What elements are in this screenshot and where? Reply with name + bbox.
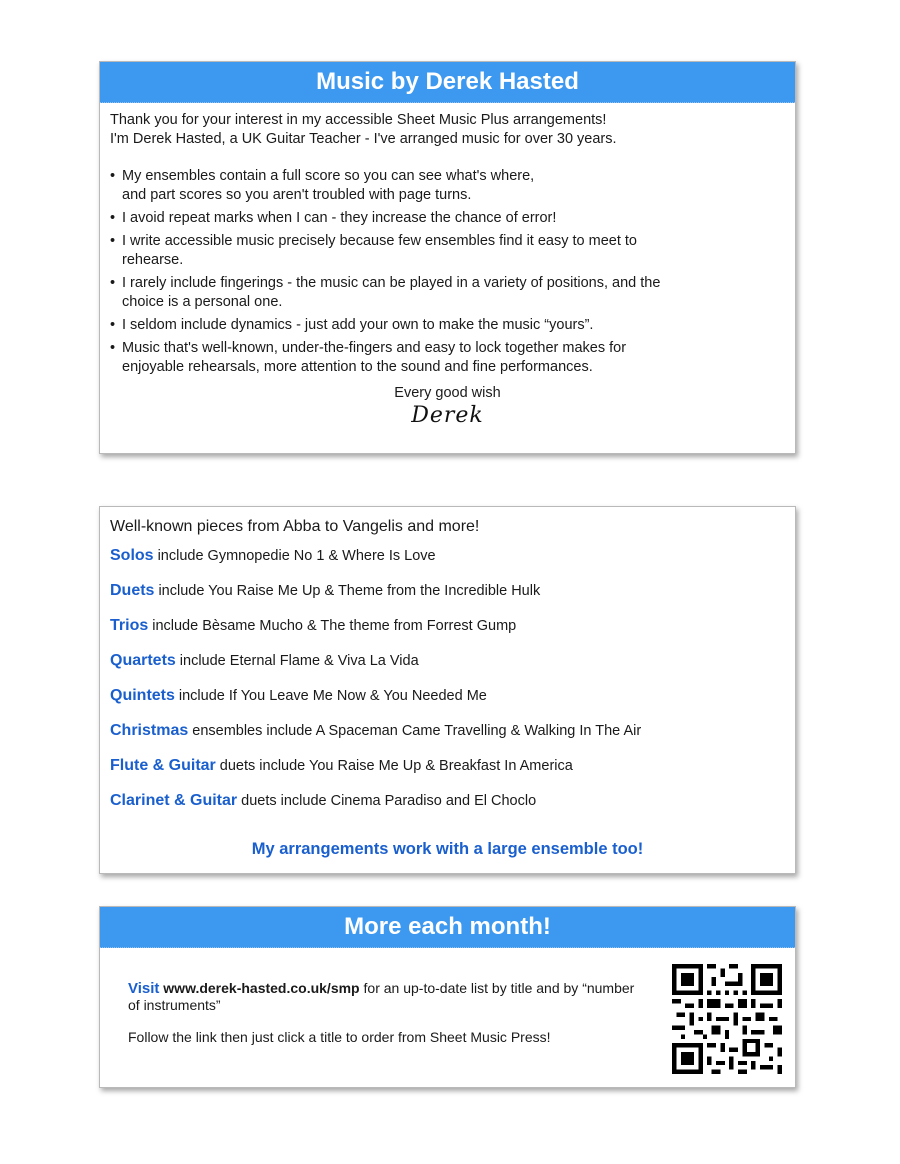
piece-text: include You Raise Me Up & Theme from the Incredible Hulk [158, 583, 541, 599]
list-item-line: rehearse. [122, 252, 184, 268]
piece-text: ensembles include A Spaceman Came Travelling & Walking In The Air [192, 723, 642, 739]
piece-item-solos [110, 548, 785, 583]
visit-rest: for an up-to-date list by title and by “number of instruments” [128, 980, 635, 1013]
pieces-list [100, 548, 795, 828]
piece-text: include If You Leave Me Now & You Needed Me [178, 688, 487, 704]
piece-keyword: Duets [110, 582, 155, 599]
intro-line: I'm Derek Hasted, a UK Guitar Teacher - I've arranged music for over 30 years. [110, 131, 617, 147]
piece-keyword: Clarinet & Guitar [110, 792, 238, 809]
signature: Derek [411, 403, 484, 428]
intro-line: Thank you for your interest in my accessible Sheet Music Plus arrangements! [110, 112, 607, 128]
piece-keyword: Quintets [110, 687, 175, 704]
list-item-line: • Music that's well-known, under-the-fingers and easy to lock together makes for [122, 340, 627, 356]
list-item [110, 316, 785, 335]
list-item [110, 274, 785, 312]
piece-keyword: Flute & Guitar [110, 757, 216, 774]
piece-text: duets include Cinema Paradiso and El Choclo [241, 793, 537, 809]
piece-text: include Eternal Flame & Viva La Vida [179, 653, 419, 669]
ensemble-callout: My arrangements work with a large ensemble too! [251, 840, 644, 858]
list-item-line: choice is a personal one. [122, 294, 283, 310]
pieces-panel [99, 506, 796, 874]
list-item-line: enjoyable rehearsals, more attention to the sound and fine performances. [122, 359, 593, 375]
visit-line [128, 980, 648, 1013]
qr-code-icon[interactable] [672, 964, 782, 1074]
list-item-line: and part scores so you aren't troubled with page turns. [122, 187, 472, 203]
list-item-line: • My ensembles contain a full score so you can see what's where, [122, 168, 535, 184]
list-item [110, 232, 785, 270]
list-item [110, 339, 785, 377]
more-text [128, 980, 648, 1045]
piece-keyword: Christmas [110, 722, 189, 739]
piece-keyword: Quartets [110, 652, 176, 669]
piece-text: duets include You Raise Me Up & Breakfast In America [219, 758, 573, 774]
list-item [110, 209, 785, 228]
piece-text: include Bèsame Mucho & The theme from Forrest Gump [152, 618, 517, 634]
about-panel [99, 61, 796, 454]
visit-label: Visit [128, 980, 160, 997]
list-item-line: • I rarely include fingerings - the music can be played in a variety of positions, and the [122, 275, 661, 291]
piece-item-quartets [110, 653, 785, 688]
list-item-line: • I avoid repeat marks when I can - they increase the chance of error! [122, 210, 557, 226]
list-item-line: • I seldom include dynamics - just add your own to make the music “yours”. [122, 317, 594, 333]
feature-list [100, 167, 795, 377]
list-item-line: • I write accessible music precisely because few ensembles find it easy to meet to [122, 233, 637, 249]
piece-item-flute-guitar [110, 758, 785, 793]
about-title: Music by Derek Hasted [100, 62, 795, 103]
signoff: Every good wish [394, 385, 501, 401]
piece-item-quintets [110, 688, 785, 723]
pieces-lead: Well-known pieces from Abba to Vangelis and more! [110, 518, 480, 535]
piece-item-clarinet-guitar [110, 793, 785, 828]
site-link[interactable]: www.derek-hasted.co.uk/smp [163, 980, 360, 996]
piece-item-trios [110, 618, 785, 653]
more-body [100, 948, 795, 1088]
follow-text: Follow the link then just click a title to order from Sheet Music Press! [128, 1029, 551, 1045]
more-panel [99, 906, 796, 1088]
piece-item-christmas [110, 723, 785, 758]
intro-text [100, 103, 795, 149]
piece-text: include Gymnopedie No 1 & Where Is Love [157, 548, 436, 564]
more-title: More each month! [100, 907, 795, 948]
list-item [110, 167, 785, 205]
piece-keyword: Trios [110, 617, 149, 634]
piece-item-duets [110, 583, 785, 618]
piece-keyword: Solos [110, 547, 154, 564]
